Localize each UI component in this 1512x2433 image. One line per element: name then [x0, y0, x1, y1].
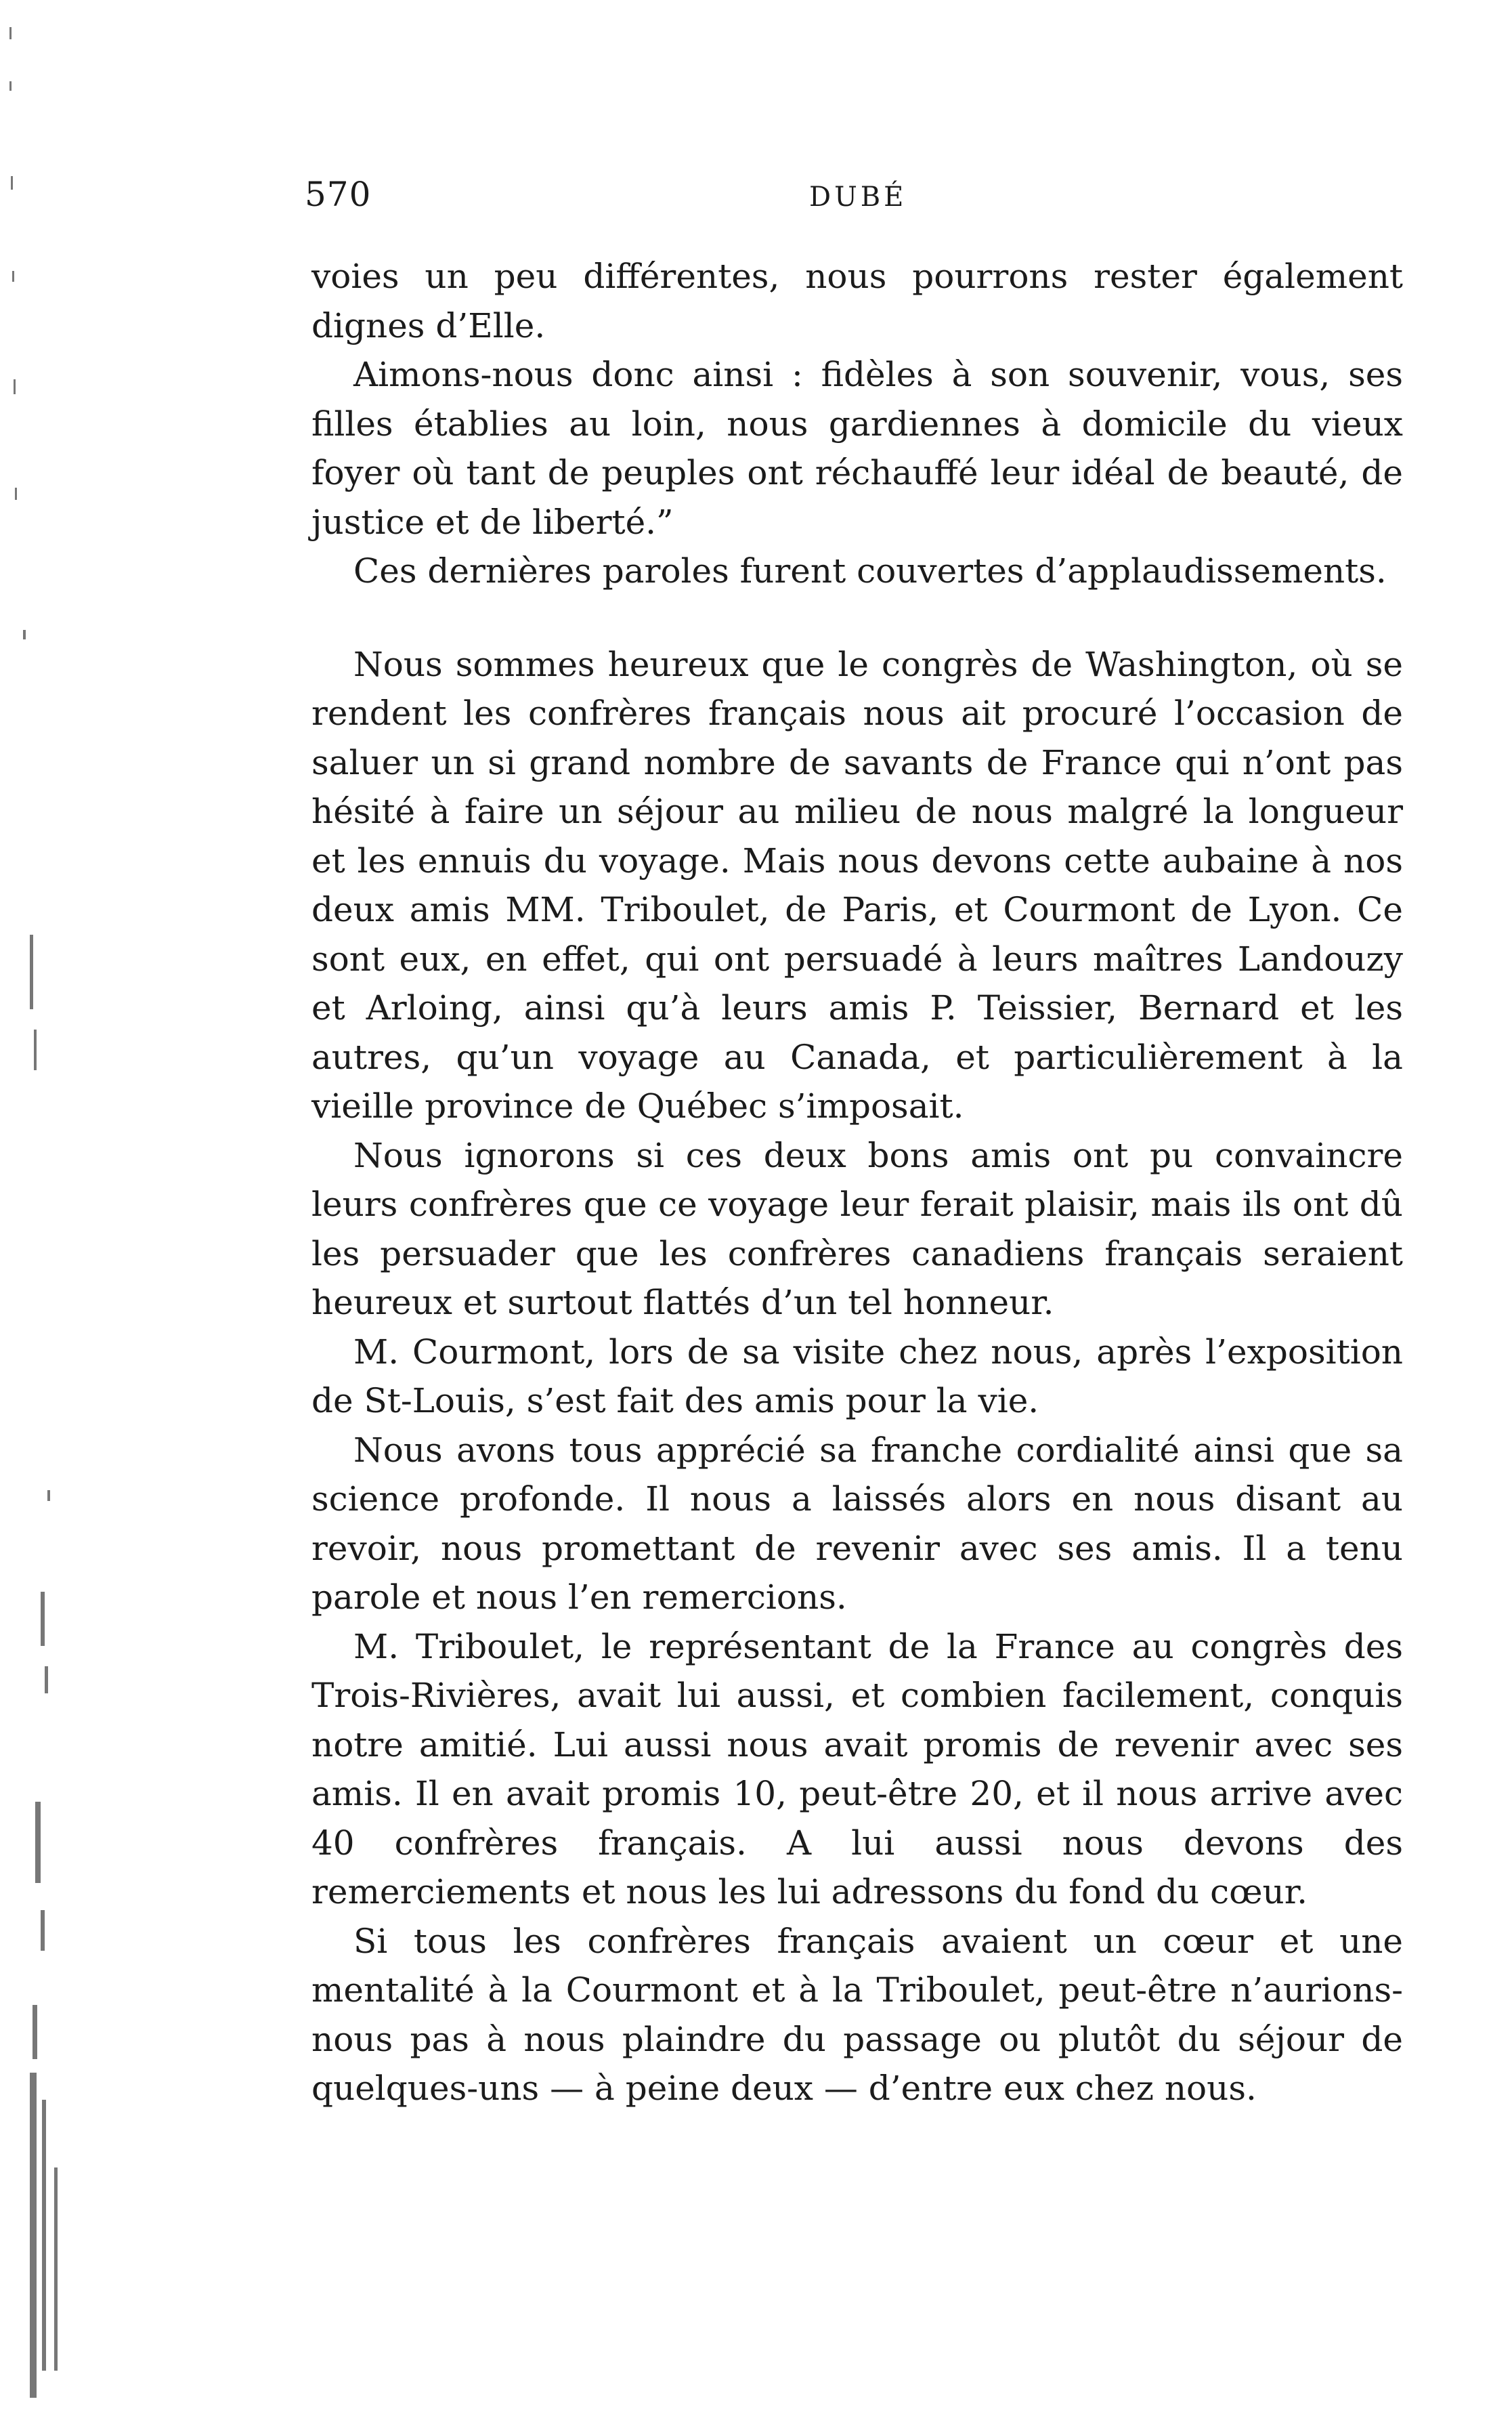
page-header: [305, 175, 1388, 222]
running-head: DUBÉ: [809, 182, 907, 213]
paragraph-2: Aimons-nous donc ainsi : fidèles à son souvenir, vous, ses filles établies au loin, nous gardiennes à domicile du vieux foyer où tant de peuples ont réchauffé leur idéal de beauté, de justice et de liberté.”: [311, 355, 1403, 542]
body-text: [311, 252, 1403, 2113]
paragraph-8: M. Triboulet, le représentant de la France au congrès des Trois-Rivières, avait lui aussi, et combien facilement, conquis notre amitié. Lui aussi nous avait promis de revenir avec ses amis. Il en avait promis 10, peut-être 20, et il nous arrive avec 40 confrères français. A lui aussi nous devons des remerciements et nous les lui adressons du fond du cœur.: [311, 1626, 1403, 1911]
page-number: 570: [305, 175, 372, 214]
paragraph-5: Nous ignorons si ces deux bons amis ont pu convaincre leurs confrères que ce voyage leur ferait plaisir, mais ils ont dû les persuader que les confrères canadiens français seraient heureux et surtout flattés d’un tel honneur.: [311, 1135, 1403, 1322]
paragraph-9: Si tous les confrères français avaient un cœur et une mentalité à la Courmont et à la Triboulet, peut-être n’aurions-nous pas à nous plaindre du passage ou plutôt du séjour de quelques-uns — à peine deux — d’entre eux chez nous.: [311, 1921, 1403, 2108]
paragraph-6: M. Courmont, lors de sa visite chez nous, après l’exposition de St-Louis, s’est fait des amis pour la vie.: [311, 1332, 1403, 1420]
scan-edge-marks: [0, 0, 74, 2433]
paragraph-3: Ces dernières paroles furent couvertes d’applaudissements.: [353, 551, 1387, 591]
paragraph-7: Nous avons tous apprécié sa franche cordialité ainsi que sa science profonde. Il nous a laissés alors en nous disant au revoir, nous promettant de revenir avec ses amis. Il a tenu parole et nous l’en remercions.: [311, 1430, 1403, 1617]
paragraph-4: Nous sommes heureux que le congrès de Washington, où se rendent les confrères français nous ait procuré l’occasion de saluer un si grand nombre de savants de France qui n’ont pas hésité à faire un séjour au milieu de nous malgré la longueur et les ennuis du voyage. Mais nous devons cette aubaine à nos deux amis MM. Triboulet, de Paris, et Courmont de Lyon. Ce sont eux, en effet, qui ont persuadé à leurs maîtres Landouzy et Arloing, ainsi qu’à leurs amis P. Teissier, Bernard et les autres, qu’un voyage au Canada, et particulièrement à la vieille province de Québec s’imposait.: [311, 644, 1403, 1126]
paragraph-1: voies un peu différentes, nous pourrons rester également dignes d’Elle.: [311, 257, 1403, 345]
